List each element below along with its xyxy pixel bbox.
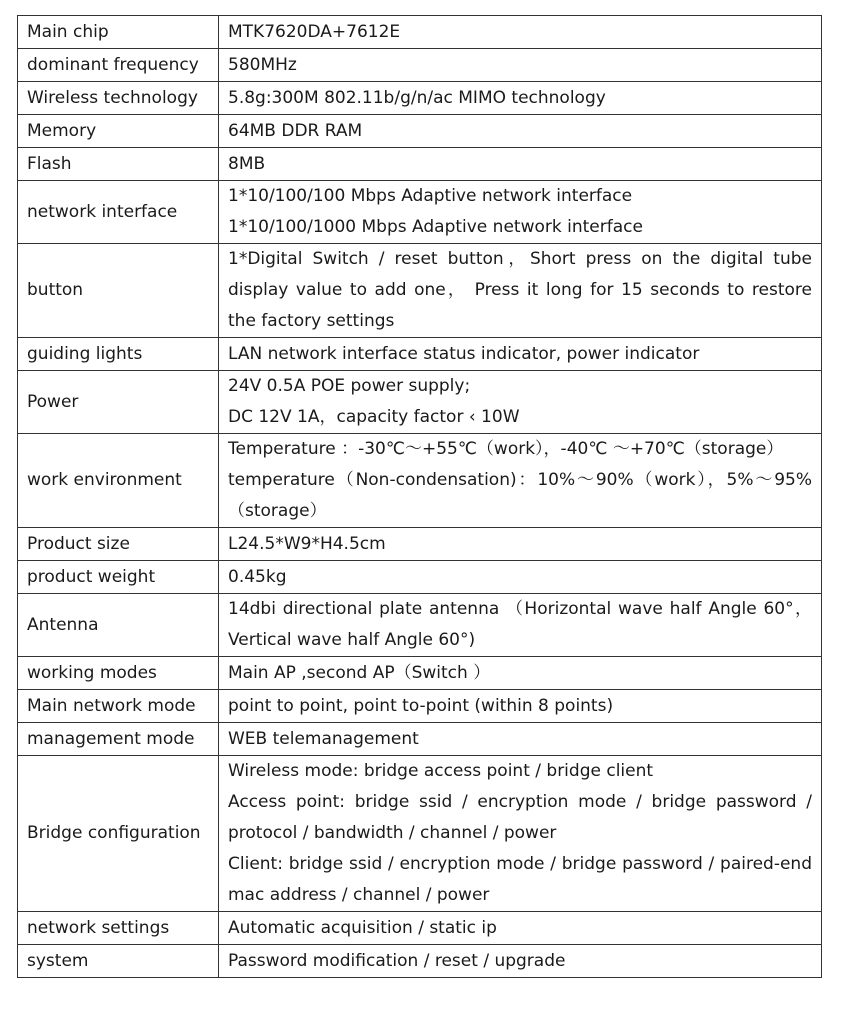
spec-row (18, 244, 822, 338)
spec-label: Bridge configuration (18, 756, 219, 912)
spec-value-line: Access point: bridge ssid / encryption mode / bridge password / protocol / bandwidth / channel / power (228, 792, 812, 843)
spec-value-line: Temperature ：-30℃～+55℃（work），-40℃ ～+70℃（storage） (228, 439, 784, 459)
spec-value-line: 0.45kg (228, 566, 287, 587)
spec-label: Product size (18, 528, 219, 561)
spec-row (18, 148, 822, 181)
spec-value (219, 148, 822, 181)
spec-row (18, 594, 822, 657)
spec-row (18, 82, 822, 115)
spec-value-line: Client: bridge ssid / encryption mode / bridge password / paired-end mac address / channel / power (228, 854, 812, 905)
spec-value-line: 1*10/100/100 Mbps Adaptive network interface (228, 186, 633, 206)
spec-value (219, 723, 822, 756)
spec-label: Antenna (18, 594, 219, 657)
spec-value (219, 434, 822, 528)
spec-value (219, 115, 822, 148)
spec-value-line: L24.5*W9*H4.5cm (228, 533, 386, 554)
spec-value (219, 371, 822, 434)
spec-value (219, 690, 822, 723)
spec-value-line: 5.8g:300M 802.11b/g/n/ac MIMO technology (228, 87, 606, 108)
spec-value-line: LAN network interface status indicator, power indicator (228, 343, 700, 364)
spec-value-line: Password modification / reset / upgrade (228, 950, 566, 971)
spec-row (18, 434, 822, 528)
spec-label: dominant frequency (18, 49, 219, 82)
spec-value-line: 24V 0.5A POE power supply; (228, 376, 471, 396)
spec-value-line: 14dbi directional plate antenna （Horizontal wave half Angle 60°，Vertical wave half Angle 60°) (228, 599, 812, 650)
spec-label: Memory (18, 115, 219, 148)
spec-row (18, 657, 822, 690)
spec-value-line: 1*Digital Switch / reset button，Short press on the digital tube display value to add one， Press it long for 15 seconds to restore the factory settings (228, 249, 812, 331)
spec-value (219, 181, 822, 244)
spec-row (18, 912, 822, 945)
spec-label: Wireless technology (18, 82, 219, 115)
spec-table (17, 15, 822, 978)
spec-table-body (18, 16, 822, 978)
spec-value (219, 16, 822, 49)
spec-value-line: Wireless mode: bridge access point / bridge client (228, 761, 654, 781)
spec-label: working modes (18, 657, 219, 690)
spec-label: management mode (18, 723, 219, 756)
spec-value-line: MTK7620DA+7612E (228, 21, 401, 42)
spec-label: network settings (18, 912, 219, 945)
spec-row (18, 723, 822, 756)
spec-value (219, 756, 822, 912)
spec-label: button (18, 244, 219, 338)
spec-row (18, 561, 822, 594)
spec-value-line: 64MB DDR RAM (228, 120, 363, 141)
spec-value-line: DC 12V 1A，capacity factor ‹ 10W (228, 407, 520, 427)
spec-label: guiding lights (18, 338, 219, 371)
spec-label: work environment (18, 434, 219, 528)
spec-row (18, 338, 822, 371)
spec-row (18, 181, 822, 244)
spec-value-line: 1*10/100/1000 Mbps Adaptive network interface (228, 217, 643, 237)
spec-row (18, 115, 822, 148)
spec-label: network interface (18, 181, 219, 244)
spec-value-line: WEB telemanagement (228, 728, 419, 749)
spec-value (219, 528, 822, 561)
spec-value (219, 657, 822, 690)
spec-label: product weight (18, 561, 219, 594)
spec-row (18, 16, 822, 49)
spec-value (219, 912, 822, 945)
spec-row (18, 371, 822, 434)
spec-value-line: Main AP ,second AP（Switch ） (228, 662, 491, 683)
spec-value-line: 8MB (228, 153, 266, 174)
spec-value (219, 244, 822, 338)
spec-value (219, 561, 822, 594)
spec-label: system (18, 945, 219, 978)
spec-row (18, 49, 822, 82)
spec-value (219, 338, 822, 371)
spec-row (18, 690, 822, 723)
spec-value (219, 49, 822, 82)
spec-value-line: Automatic acquisition / static ip (228, 917, 497, 938)
spec-value (219, 945, 822, 978)
spec-row (18, 528, 822, 561)
spec-value (219, 594, 822, 657)
spec-label: Main network mode (18, 690, 219, 723)
spec-label: Main chip (18, 16, 219, 49)
spec-label: Power (18, 371, 219, 434)
spec-value (219, 82, 822, 115)
spec-value-line: point to point, point to-point (within 8 points) (228, 695, 614, 716)
spec-value-line: 580MHz (228, 54, 297, 75)
spec-value-line: temperature（Non-condensation)：10%～90%（work），5%～95%（storage） (228, 470, 812, 521)
spec-label: Flash (18, 148, 219, 181)
spec-row (18, 945, 822, 978)
spec-row (18, 756, 822, 912)
